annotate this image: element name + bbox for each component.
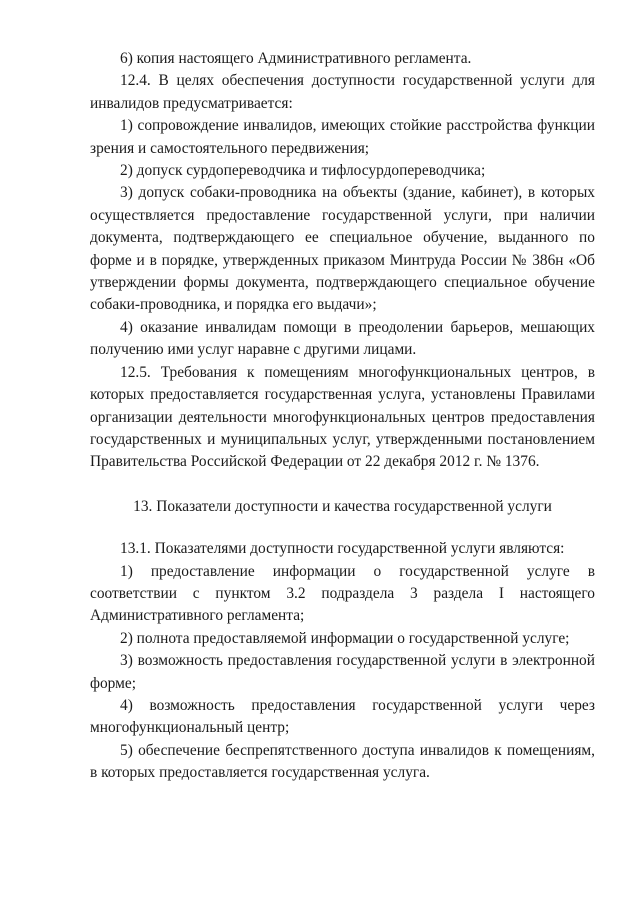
paragraph-13-1-item-2: 2) полнота предоставляемой информации о государственной услуге; [120, 629, 570, 647]
paragraph-12-4: 12.4. В целях обеспечения доступности государственной услуги для инвалидов предусматривается: [90, 72, 595, 112]
paragraph-13-1-item-3: 3) возможность предоставления государственной услуги в электронной форме; [90, 652, 595, 692]
paragraph-12-4-item-1: 1) сопровождение инвалидов, имеющих стойкие расстройства функции зрения и самостоятельного передвижения; [90, 117, 595, 157]
section-heading-13: 13. Показатели доступности и качества государственной услуги [133, 497, 552, 515]
paragraph-13-1-item-4: 4) возможность предоставления государственной услуги через многофункциональный центр; [90, 696, 595, 737]
paragraph-12-4-item-3: 3) допуск собаки-проводника на объекты (здание, кабинет), в которых осуществляется предоставление государственной услуги, при наличии документа, подтверждающего ее специальное обучение, выданного по форме и в порядке, утвержденных приказом Минтруда России № 386н «Об утверждении формы документа, подтверждающего специальное обучение собаки-проводника, и порядка его выдачи»; [90, 184, 595, 314]
paragraph-item-6: 6) копия настоящего Административного регламента. [120, 50, 472, 67]
paragraph-12-4-item-4: 4) оказание инвалидам помощи в преодолении барьеров, мешающих получению ими услуг наравне с другими лицами. [90, 318, 595, 359]
document-page [90, 48, 595, 785]
paragraph-13-1-item-5: 5) обеспечение беспрепятственного доступа инвалидов к помещениям, в которых предоставляется государственная услуга. [90, 741, 595, 782]
paragraph-12-4-item-2: 2) допуск сурдопереводчика и тифлосурдопереводчика; [120, 162, 486, 180]
paragraph-13-1: 13.1. Показателями доступности государственной услуги являются: [120, 540, 565, 558]
paragraph-12-5: 12.5. Требования к помещениям многофункциональных центров, в которых предоставляется государственная услуга, установлены Правилами организации деятельности многофункциональных центров предоставления государственных и муниципальных услуг, утвержденными постановлением Правительства Российской Федерации от 22 декабря 2012 г. № 1376. [90, 363, 595, 471]
paragraph-13-1-item-1: 1) предоставление информации о государственной услуге в соответствии с пунктом 3.2 подраздела 3 раздела I настоящего Административного регламента; [90, 562, 595, 625]
